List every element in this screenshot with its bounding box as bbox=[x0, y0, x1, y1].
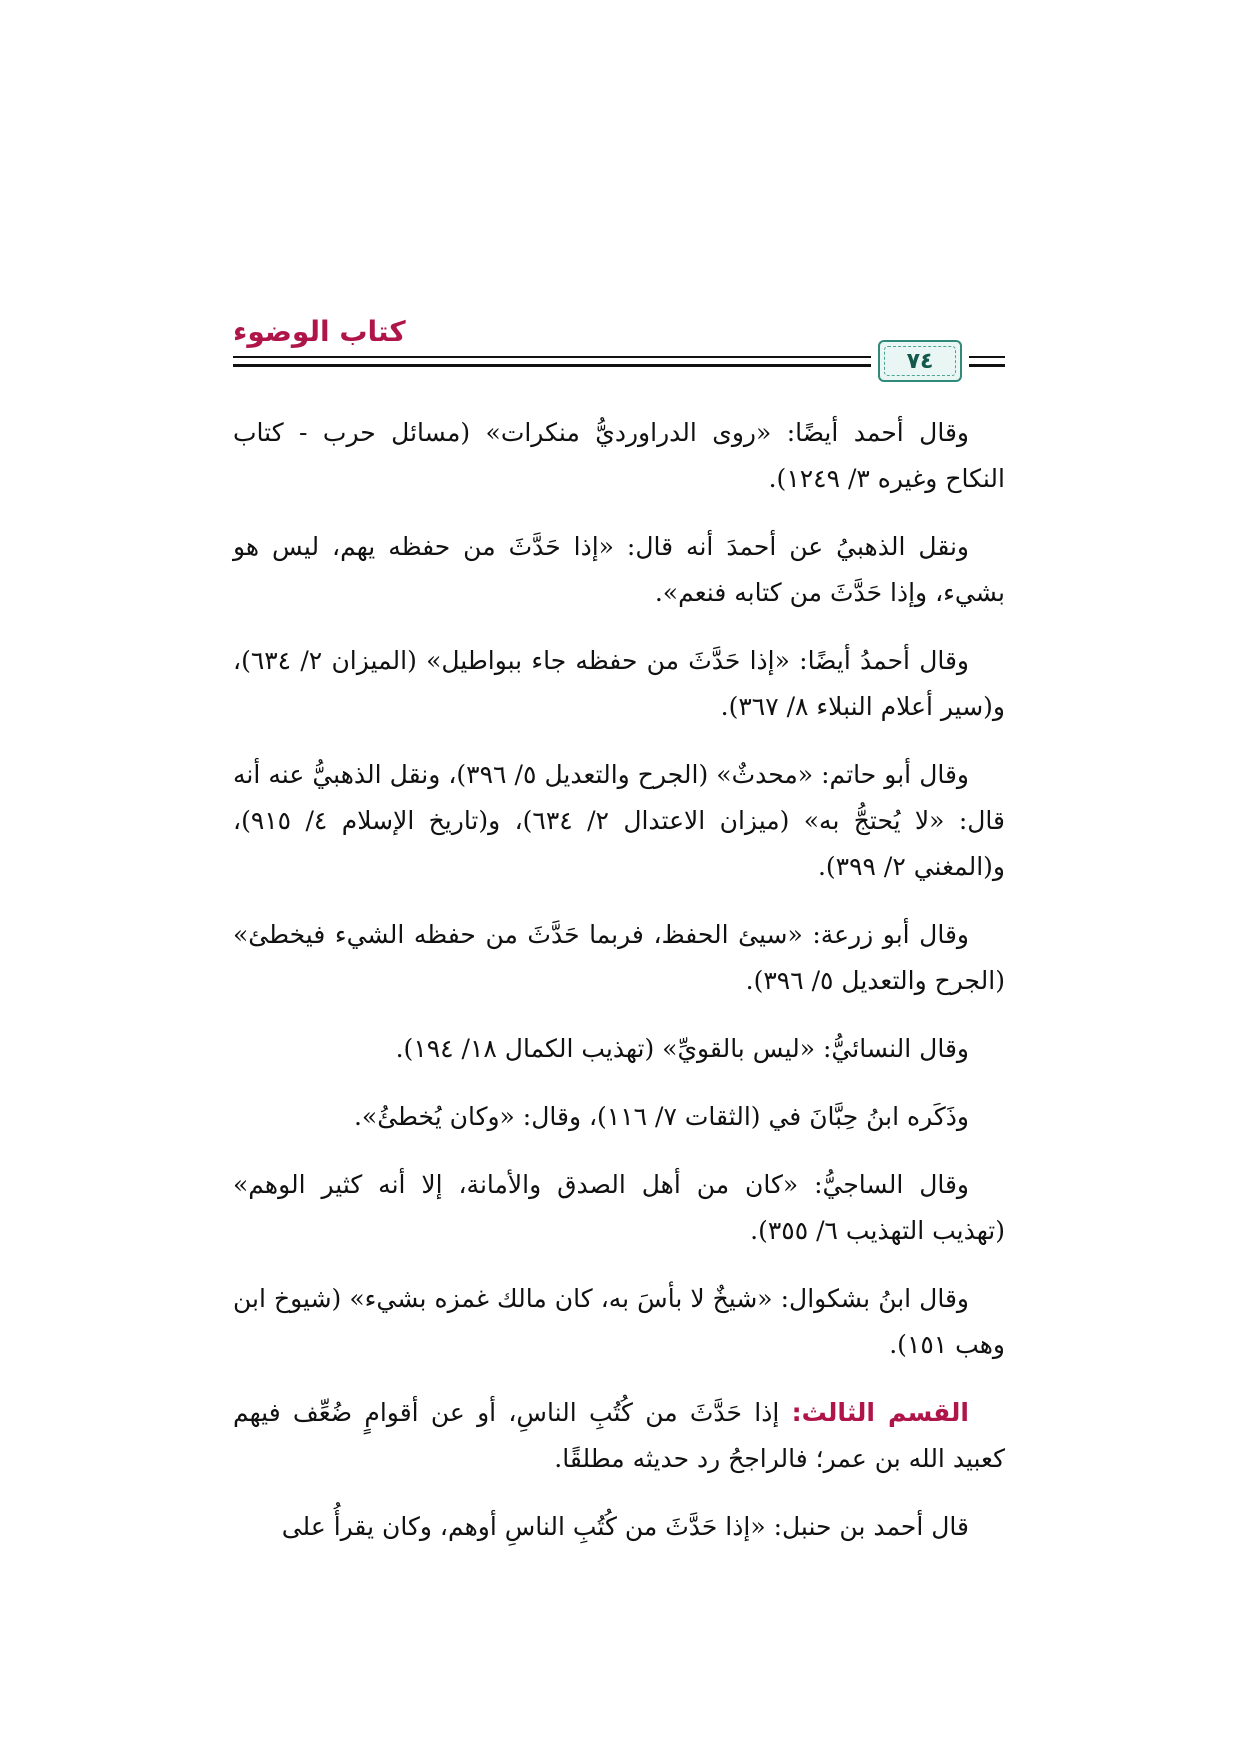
section-heading: القسم الثالث: bbox=[791, 1398, 969, 1427]
header-rule-short-thin bbox=[969, 356, 1005, 358]
paragraph: وقال ابنُ بشكوال: «شيخٌ لا بأسَ به، كان مالك غمزه بشيء» (شيوخ ابن وهب ١٥١). bbox=[233, 1284, 1005, 1359]
paragraph-last-line: قال أحمد بن حنبل: «إذا حَدَّثَ من كُتُبِ الناسِ أوهم، وكان يقرأُ على bbox=[281, 1512, 969, 1541]
page-header bbox=[233, 312, 1005, 382]
paragraph: وقال الساجيُّ: «كان من أهل الصدق والأمانة، إلا أنه كثير الوهم» (تهذيب التهذيب ٦/ ٣٥٥). bbox=[233, 1170, 1005, 1245]
paragraph: وقال أحمدُ أيضًا: «إذا حَدَّثَ من حفظه جاء ببواطيل» (الميزان ٢/ ٦٣٤)، و(سير أعلام النبلاء ٨/ ٣٦٧). bbox=[233, 646, 1005, 721]
paragraph: وقال أبو حاتم: «محدثٌ» (الجرح والتعديل ٥/ ٣٩٦)، ونقل الذهبيُّ عنه أنه قال: «لا يُحتجُّ به» (ميزان الاعتدال ٢/ ٦٣٤)، و(تاريخ الإسلام ٤/ ٩١٥)، و(المغني ٢/ ٣٩٩). bbox=[233, 760, 1006, 881]
page-number-badge bbox=[878, 340, 962, 382]
header-rule-thin bbox=[233, 356, 871, 358]
paragraph: ونقل الذهبيُ عن أحمدَ أنه قال: «إذا حَدَّثَ من حفظه يهم، ليس هو بشيء، وإذا حَدَّثَ من كتابه فنعم». bbox=[233, 532, 1005, 607]
section-text: إذا حَدَّثَ من كُتُبِ الناسِ، أو عن أقوامٍ ضُعِّف فيهم كعبيد الله بن عمر؛ فالراجحُ رد حديثه مطلقًا. bbox=[233, 1398, 1005, 1473]
section-paragraph bbox=[233, 1390, 1005, 1482]
page-body bbox=[233, 410, 1005, 1572]
page-number: ٧٤ bbox=[906, 348, 934, 374]
header-rule-thick bbox=[233, 364, 871, 367]
paragraph: وقال أحمد أيضًا: «روى الدراورديُّ منكرات» (مسائل حرب - كتاب النكاح وغيره ٣/ ١٢٤٩). bbox=[233, 418, 1005, 493]
header-rule-short-thick bbox=[969, 364, 1005, 367]
paragraph: وذَكَره ابنُ حِبَّانَ في (الثقات ٧/ ١١٦)، وقال: «وكان يُخطئُ». bbox=[353, 1102, 969, 1131]
book-title: كتاب الوضوء bbox=[233, 315, 406, 348]
paragraph: وقال النسائيُّ: «ليس بالقويِّ» (تهذيب الكمال ١٨/ ١٩٤). bbox=[395, 1034, 969, 1063]
paragraph: وقال أبو زرعة: «سيئ الحفظ، فربما حَدَّثَ من حفظه الشيء فيخطئ» (الجرح والتعديل ٥/ ٣٩٦). bbox=[233, 920, 1005, 995]
